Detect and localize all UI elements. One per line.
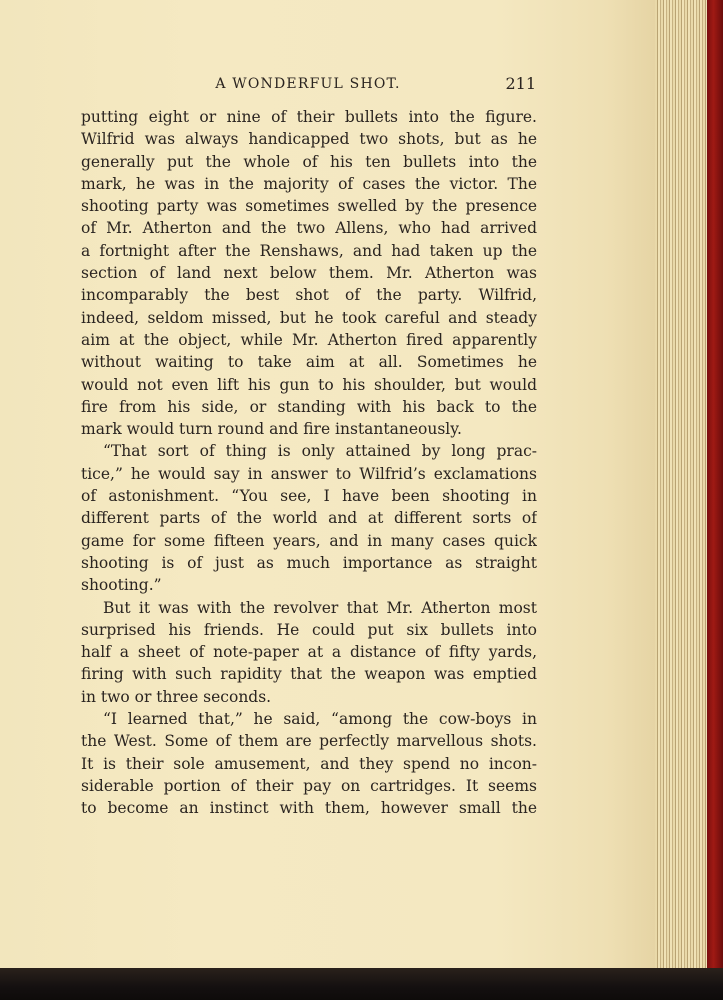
text-line: half a sheet of note-paper at a distance of fifty yards, [81, 643, 537, 662]
text-line: surprised his friends. He could put six bullets into [81, 620, 537, 639]
text-line: of astonishment. “You see, I have been shooting in [81, 487, 537, 506]
page-number: 211 [505, 74, 536, 93]
text-line: putting eight or nine of their bullets into the figure. [81, 108, 537, 126]
text-line: Wilfrid was always handicapped two shots, but as he [81, 130, 537, 149]
text-line: siderable portion of their pay on cartridges. It seems [81, 776, 537, 795]
text-line: shooting is of just as much importance as straight [81, 553, 537, 572]
text-line: “I learned that,” he said, “among the cow-boys in [103, 710, 537, 729]
text-line: mark would turn round and fire instantaneously. [81, 420, 462, 439]
text-line: section of land next below them. Mr. Atherton was [81, 264, 537, 283]
text-line: the West. Some of them are perfectly marvellous shots. [81, 732, 537, 751]
text-line: in two or three seconds. [81, 687, 272, 706]
text-line: a fortnight after the Renshaws, and had taken up the [81, 241, 537, 260]
text-line: fire from his side, or standing with his back to the [81, 397, 537, 416]
page-header [80, 72, 536, 96]
page-edges [655, 0, 723, 975]
text-line: shooting party was sometimes swelled by the presence [81, 197, 537, 216]
text-line: It is their sole amusement, and they spend no incon- [81, 754, 537, 773]
text-line: without waiting to take aim at all. Sometimes he [81, 353, 537, 372]
body-text [81, 106, 537, 820]
text-line: aim at the object, while Mr. Atherton fired apparently [81, 330, 537, 349]
text-line: firing with such rapidity that the weapon was emptied [81, 665, 537, 684]
running-head: A WONDERFUL SHOT. [215, 76, 401, 92]
text-line: generally put the whole of his ten bullets into the [81, 152, 537, 171]
scan-bottom-edge [0, 968, 723, 1000]
text-line: incomparably the best shot of the party. Wilfrid, [81, 286, 537, 305]
text-line: of Mr. Atherton and the two Allens, who had arrived [81, 219, 537, 238]
text-line: would not even lift his gun to his shoulder, but would [81, 375, 537, 394]
text-line: different parts of the world and at different sorts of [81, 509, 537, 528]
text-line: mark, he was in the majority of cases the victor. The [81, 174, 537, 193]
text-line: to become an instinct with them, however small the [81, 799, 537, 818]
text-line: indeed, seldom missed, but he took careful and steady [81, 308, 537, 327]
text-line: But it was with the revolver that Mr. Atherton most [103, 598, 537, 617]
text-line: “That sort of thing is only attained by long prac- [103, 442, 537, 461]
text-line: tice,” he would say in answer to Wilfrid’s exclamations [81, 464, 537, 483]
text-line: game for some fifteen years, and in many cases quick [81, 531, 537, 550]
text-line: shooting.” [81, 576, 162, 595]
